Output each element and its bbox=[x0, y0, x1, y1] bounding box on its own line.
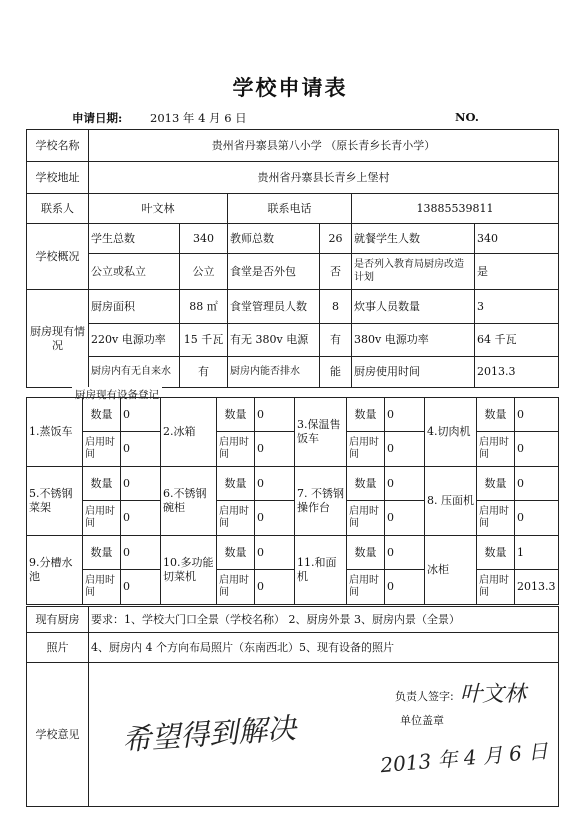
address: 贵州省丹寨县长青乡上堡村 bbox=[89, 162, 559, 194]
usage-time-value: 2013.3 bbox=[475, 357, 559, 388]
signer-label: 负责人签字: bbox=[395, 690, 454, 703]
start-time-label: 启用时间 bbox=[83, 570, 121, 605]
equipment-name: 9.分槽水池 bbox=[27, 536, 83, 605]
school-info-table bbox=[26, 129, 559, 388]
start-time-label: 启用时间 bbox=[347, 570, 385, 605]
quantity-value: 0 bbox=[385, 467, 425, 501]
quantity-label: 数量 bbox=[217, 536, 255, 570]
quantity-label: 数量 bbox=[477, 467, 515, 501]
cooks-label: 炊事人员数量 bbox=[352, 290, 475, 324]
tap-water-label: 厨房内有无自来水 bbox=[89, 357, 180, 388]
equipment-name: 8. 压面机 bbox=[425, 467, 477, 536]
has-380-label: 有无 380v 电源 bbox=[228, 324, 320, 357]
quantity-value: 0 bbox=[255, 536, 295, 570]
start-time-label: 启用时间 bbox=[217, 570, 255, 605]
handwritten-opinion: 希望得到解决 bbox=[121, 710, 298, 758]
quantity-value: 0 bbox=[121, 467, 161, 501]
quantity-label: 数量 bbox=[347, 398, 385, 432]
start-time-label: 启用时间 bbox=[217, 432, 255, 467]
tap-water-value: 有 bbox=[180, 357, 228, 388]
quantity-label: 数量 bbox=[83, 536, 121, 570]
overview-label: 学校概况 bbox=[27, 224, 89, 290]
start-time-value: 0 bbox=[121, 501, 161, 536]
usage-time-label: 厨房使用时间 bbox=[352, 357, 475, 388]
quantity-value: 0 bbox=[121, 536, 161, 570]
equipment-name: 10.多功能切菜机 bbox=[161, 536, 217, 605]
quantity-label: 数量 bbox=[347, 467, 385, 501]
equipment-name: 4.切肉机 bbox=[425, 398, 477, 467]
students-label: 学生总数 bbox=[89, 224, 180, 254]
start-time-value: 0 bbox=[385, 432, 425, 467]
managers-label: 食堂管理员人数 bbox=[228, 290, 320, 324]
power-220-value: 15 千瓦 bbox=[180, 324, 228, 357]
school-name-label: 学校名称 bbox=[27, 130, 89, 162]
start-time-value: 0 bbox=[255, 570, 295, 605]
start-time-value: 0 bbox=[385, 570, 425, 605]
opinion-label: 学校意见 bbox=[27, 663, 89, 807]
start-time-label: 启用时间 bbox=[477, 432, 515, 467]
start-time-label: 启用时间 bbox=[347, 501, 385, 536]
start-time-value: 0 bbox=[515, 432, 559, 467]
dining-value: 340 bbox=[475, 224, 559, 254]
school-type-label: 公立或私立 bbox=[89, 254, 180, 290]
quantity-value: 0 bbox=[385, 398, 425, 432]
power-380-value: 64 千瓦 bbox=[475, 324, 559, 357]
dining-label: 就餐学生人数 bbox=[352, 224, 475, 254]
students-value: 340 bbox=[180, 224, 228, 254]
photos-label: 现有厨房 bbox=[27, 607, 89, 633]
start-time-value: 0 bbox=[121, 432, 161, 467]
equipment-name: 6.不锈钢碗柜 bbox=[161, 467, 217, 536]
start-time-value: 0 bbox=[385, 501, 425, 536]
quantity-label: 数量 bbox=[477, 398, 515, 432]
start-time-value: 0 bbox=[515, 501, 559, 536]
handwritten-signature: 叶文林 bbox=[460, 682, 527, 707]
start-time-value: 0 bbox=[255, 501, 295, 536]
equipment-section-label: 厨房现有设备登记 bbox=[72, 387, 162, 402]
start-time-label: 启用时间 bbox=[347, 432, 385, 467]
quantity-label: 数量 bbox=[347, 536, 385, 570]
phone-number: 13885539811 bbox=[352, 194, 559, 224]
renovation-plan-label: 是否列入教育局厨房改造计划 bbox=[352, 254, 475, 290]
quantity-value: 0 bbox=[255, 467, 295, 501]
equipment-name: 5.不锈钢菜架 bbox=[27, 467, 83, 536]
quantity-label: 数量 bbox=[217, 467, 255, 501]
renovation-plan-value: 是 bbox=[475, 254, 559, 290]
handwritten-date: 2013 年 4 月 6 日 bbox=[379, 738, 549, 778]
apply-date-label: 申请日期: bbox=[72, 111, 123, 125]
start-time-value: 2013.3 bbox=[515, 570, 559, 605]
quantity-value: 0 bbox=[255, 398, 295, 432]
kitchen-area-label: 厨房面积 bbox=[89, 290, 180, 324]
start-time-value: 0 bbox=[255, 432, 295, 467]
quantity-value: 0 bbox=[515, 467, 559, 501]
start-time-label: 启用时间 bbox=[217, 501, 255, 536]
quantity-label: 数量 bbox=[217, 398, 255, 432]
quantity-value: 1 bbox=[515, 536, 559, 570]
photo-requirements-2: 4、厨房内 4 个方向布局照片（东南西北）5、现有设备的照片 bbox=[89, 633, 559, 663]
start-time-label: 启用时间 bbox=[477, 570, 515, 605]
quantity-value: 0 bbox=[121, 398, 161, 432]
cooks-value: 3 bbox=[475, 290, 559, 324]
start-time-label: 启用时间 bbox=[477, 501, 515, 536]
start-time-value: 0 bbox=[121, 570, 161, 605]
form-title: 学校申请表 bbox=[232, 75, 348, 100]
quantity-label: 数量 bbox=[83, 467, 121, 501]
has-380-value: 有 bbox=[320, 324, 352, 357]
apply-date: 2013 年 4 月 6 日 bbox=[150, 111, 247, 125]
equipment-name: 11.和面机 bbox=[295, 536, 347, 605]
equipment-name: 1.蒸饭车 bbox=[27, 398, 83, 467]
school-type-value: 公立 bbox=[180, 254, 228, 290]
teachers-value: 26 bbox=[320, 224, 352, 254]
quantity-value: 0 bbox=[515, 398, 559, 432]
drainage-value: 能 bbox=[320, 357, 352, 388]
outsourced-value: 否 bbox=[320, 254, 352, 290]
school-name: 贵州省丹寨县第八小学 （原长青乡长青小学） bbox=[89, 130, 559, 162]
quantity-value: 0 bbox=[385, 536, 425, 570]
start-time-label: 启用时间 bbox=[83, 501, 121, 536]
kitchen-status-label: 厨房现有情况 bbox=[27, 290, 89, 388]
form-number-label: NO. bbox=[455, 110, 479, 124]
photos-label-2: 照片 bbox=[27, 633, 89, 663]
start-time-label: 启用时间 bbox=[83, 432, 121, 467]
address-label: 学校地址 bbox=[27, 162, 89, 194]
seal-label: 单位盖章 bbox=[400, 714, 444, 727]
drainage-label: 厨房内能否排水 bbox=[228, 357, 320, 388]
phone-label: 联系电话 bbox=[228, 194, 352, 224]
equipment-table bbox=[26, 397, 559, 605]
teachers-label: 教师总数 bbox=[228, 224, 320, 254]
contact-label: 联系人 bbox=[27, 194, 89, 224]
managers-value: 8 bbox=[320, 290, 352, 324]
equipment-name: 2.冰箱 bbox=[161, 398, 217, 467]
power-220-label: 220v 电源功率 bbox=[89, 324, 180, 357]
power-380-label: 380v 电源功率 bbox=[352, 324, 475, 357]
equipment-name: 3.保温售饭车 bbox=[295, 398, 347, 467]
equipment-name: 冰柜 bbox=[425, 536, 477, 605]
photo-requirements-1: 要求：1、学校大门口全景（学校名称） 2、厨房外景 3、厨房内景（全景） bbox=[89, 607, 559, 633]
equipment-name: 7. 不锈钢操作台 bbox=[295, 467, 347, 536]
outsourced-label: 食堂是否外包 bbox=[228, 254, 320, 290]
quantity-label: 数量 bbox=[477, 536, 515, 570]
kitchen-area-value: 88 ㎡ bbox=[180, 290, 228, 324]
quantity-label: 数量 bbox=[83, 398, 121, 432]
contact-name: 叶文林 bbox=[89, 194, 228, 224]
